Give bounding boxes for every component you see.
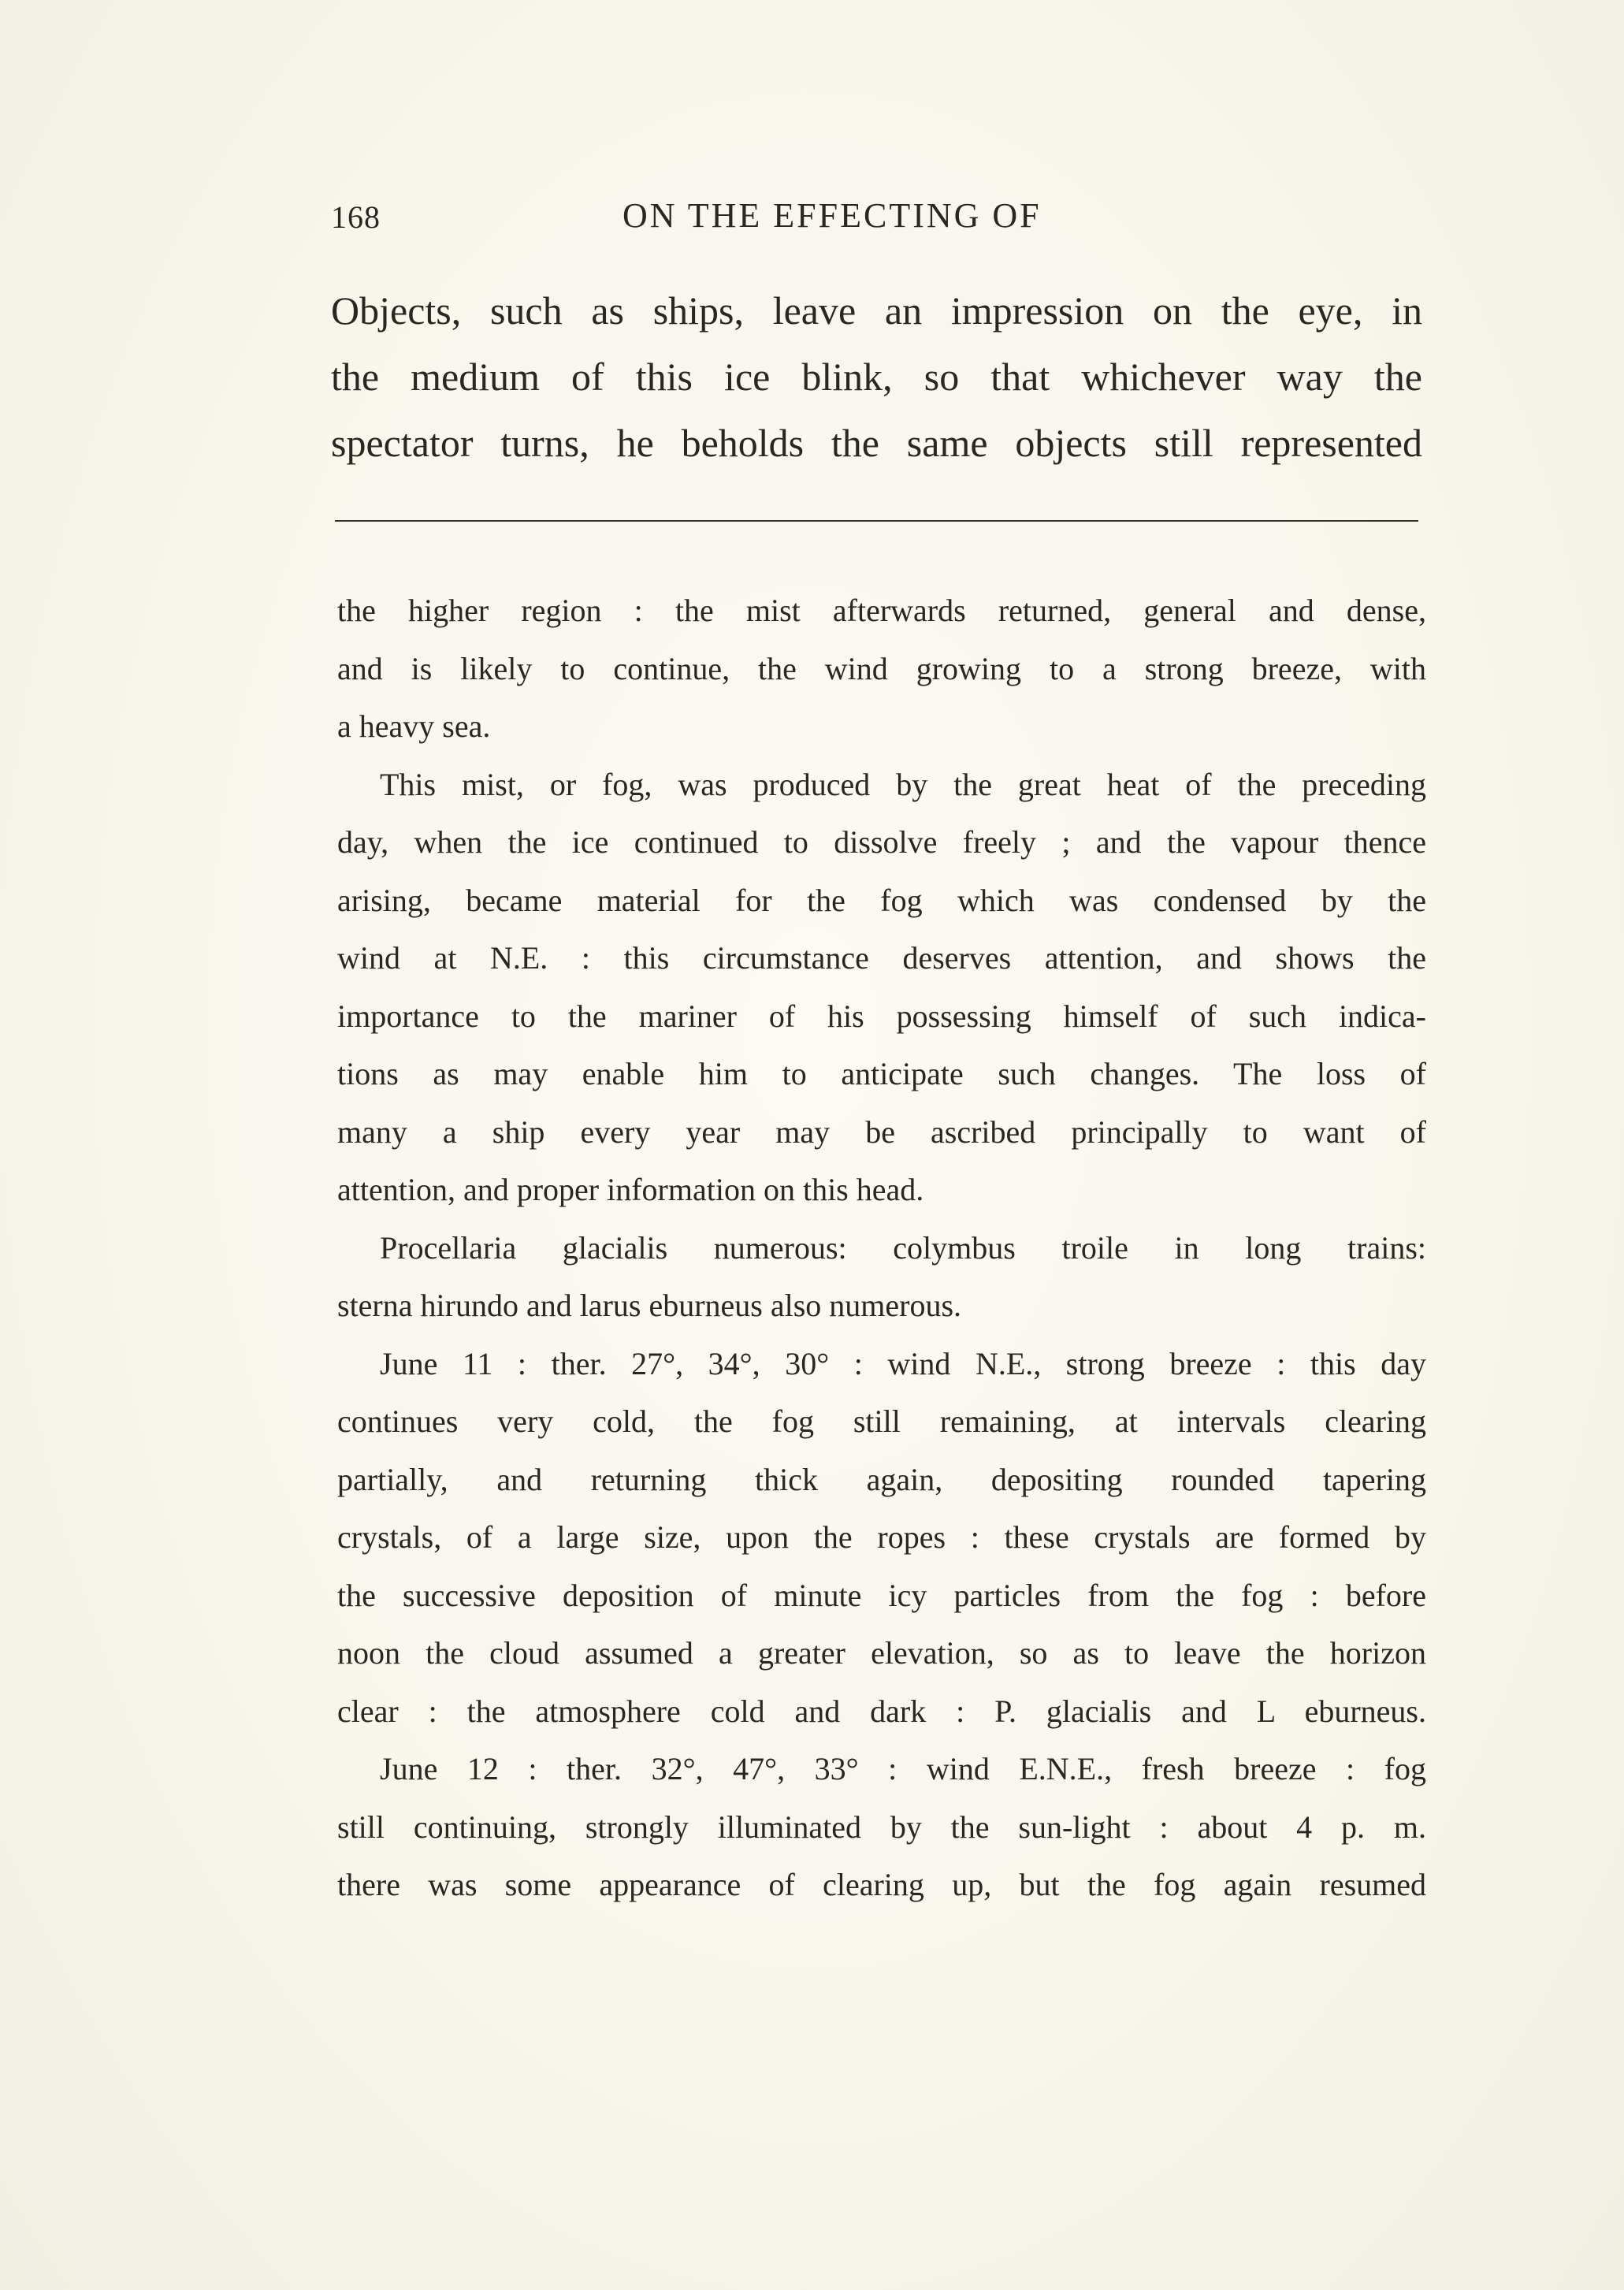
text-line: Objects, such as ships, leave an impression on the eye, in [331, 288, 1422, 333]
horizontal-rule [335, 520, 1418, 522]
text-line: This mist, or fog, was produced by the great heat of the preceding [380, 766, 1426, 802]
text-line: arising, became material for the fog which was condensed by the [337, 882, 1426, 918]
text-line: the successive deposition of minute icy particles from the fog : before [337, 1577, 1426, 1613]
text-line: continues very cold, the fog still remaining, at intervals clearing [337, 1403, 1426, 1439]
text-line: and is likely to continue, the wind growing to a strong breeze, with [337, 650, 1426, 686]
upper-text-block [331, 277, 1422, 476]
text-line: there was some appearance of clearing up, but the fog again resumed [337, 1867, 1426, 1902]
text-line: crystals, of a large size, upon the ropes : these crystals are formed by [337, 1519, 1426, 1555]
text-line: a heavy sea. [337, 708, 491, 744]
lower-text-block [337, 582, 1426, 1914]
page-number: 168 [331, 199, 381, 235]
text-line: day, when the ice continued to dissolve freely ; and the vapour thence [337, 824, 1426, 860]
text-line: June 11 : ther. 27°, 34°, 30° : wind N.E., strong breeze : this day [380, 1345, 1426, 1381]
text-line: importance to the mariner of his possessing himself of such indica- [337, 998, 1426, 1034]
text-line: June 12 : ther. 32°, 47°, 33° : wind E.N.E., fresh breeze : fog [380, 1751, 1426, 1786]
text-line: wind at N.E. : this circumstance deserves attention, and shows the [337, 940, 1426, 976]
text-line: still continuing, strongly illuminated by the sun-light : about 4 p. m. [337, 1809, 1426, 1845]
text-line: sterna hirundo and larus eburneus also numerous. [337, 1288, 962, 1323]
text-line: spectator turns, he beholds the same objects still represented [331, 421, 1422, 465]
running-title: ON THE EFFECTING OF [622, 196, 1042, 235]
text-line: the higher region : the mist afterwards returned, general and dense, [337, 593, 1426, 628]
text-line: attention, and proper information on this head. [337, 1172, 924, 1207]
text-line: Procellaria glacialis numerous: colymbus troile in long trains: [380, 1229, 1426, 1266]
running-head [331, 191, 1434, 238]
text-line: partially, and returning thick again, depositing rounded tapering [337, 1461, 1426, 1497]
text-line: tions as may enable him to anticipate such changes. The loss of [337, 1056, 1426, 1091]
text-line: many a ship every year may be ascribed principally to want of [337, 1113, 1426, 1150]
text-line: noon the cloud assumed a greater elevation, so as to leave the horizon [337, 1635, 1426, 1671]
text-line: the medium of this ice blink, so that whichever way the [331, 355, 1422, 399]
text-line: clear : the atmosphere cold and dark : P. glacialis and L eburneus. [337, 1693, 1426, 1729]
